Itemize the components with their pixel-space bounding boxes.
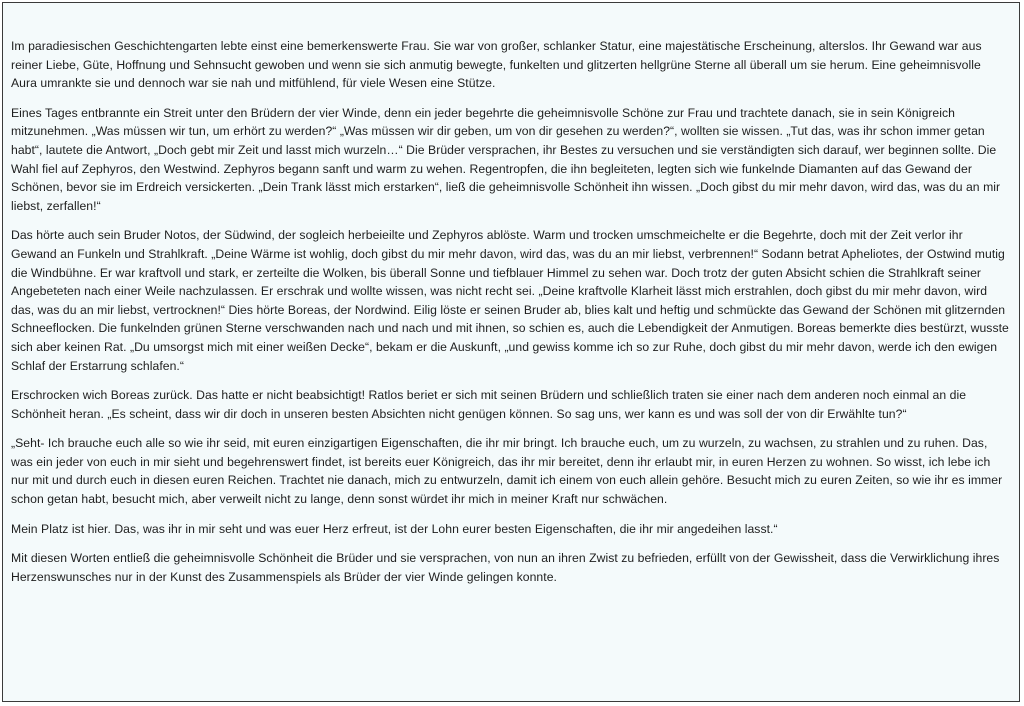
paragraph-4: Erschrocken wich Boreas zurück. Das hatte er nicht beabsichtigt! Ratlos beriet er sich mit seinen Brüdern und schließlich traten sie einer nach dem anderen noch einmal an die Schönheit heran. „Es scheint, dass wir dir doch in unseren besten Absichten nicht genügen können. So sag uns, wer kann es und was soll der von dir Erwählte tun?“ — [11, 388, 967, 421]
paragraph-6: Mein Platz ist hier. Das, was ihr in mir seht und was euer Herz erfreut, ist der Lohn eurer besten Eigenschaften, die ihr mir angedeihen lasst.“ — [11, 521, 778, 536]
paragraph-7: Mit diesen Worten entließ die geheimnisvolle Schönheit die Brüder und sie versprachen, von nun an ihren Zwist zu befrieden, erfüllt von der Gewissheit, dass die Verwirklichung ihres Herzenswunsches nur in der Kunst des Zusammenspiels als Brüder der vier Winde gelingen konnte. — [11, 551, 1000, 584]
paragraph-3: Das hörte auch sein Bruder Notos, der Südwind, der sogleich herbeieilte und Zephyros ablöste. Warm und trocken umschmeichelte er die Begehrte, doch mit der Zeit verlor ihr Gewand an Funkeln und Strahlkraft. „Deine Wärme ist wohlig, doch gibst du mir mehr davon, wird das, was du an mir liebst, verbrennen!“ Sodann betrat Apheliotes, der Ostwind mutig die Windbühne. Er war kraftvoll und stark, er zerteilte die Wolken, bis überall Sonne und tiefblauer Himmel zu sehen war. Doch trotz der guten Absicht schien die Strahlkraft seiner Angebeteten nach einer Weile nachzulassen. Er erschrak und wollte wissen, was nicht recht sei. „Deine kraftvolle Klarheit lässt mich erstrahlen, doch gibst du mir mehr davon, wird das, was du an mir liebst, vertrocknen!“ Dies hörte Boreas, der Nordwind. Eilig löste er seinen Bruder ab, blies kalt und heftig und schmückte das Gewand der Schönen mit glitzernden Schneeflocken. Die funkelnden grünen Sterne verschwanden nach und nach und mit ihnen, so schien es, auch die Lebendigkeit der Anmutigen. Boreas bemerkte dies bestürzt, wusste sich aber keinen Rat. „Du umsorgst mich mit einer weißen Decke“, bekam er die Auskunft, „und gewiss komme ich so zur Ruhe, doch gibst du mir mehr davon, werde ich den ewigen Schlaf der Erstarrung schlafen.“ — [11, 228, 1009, 373]
document-frame — [2, 2, 1020, 702]
paragraph-2: Eines Tages entbrannte ein Streit unter den Brüdern der vier Winde, denn ein jeder begehrte die geheimnisvolle Schöne zur Frau und trachtete danach, sie in sein Königreich mitzunehmen. „Was müssen wir tun, um erhört zu werden?“ „Was müssen wir dir geben, um von dir gesehen zu werden?“, wollten sie wissen. „Tut das, was ihr schon immer getan habt“, lautete die Antwort, „Doch gebt mir Zeit und lasst mich wurzeln…“ Die Brüder versprachen, ihr Bestes zu versuchen und sie verständigten sich darauf, wer beginnen sollte. Die Wahl fiel auf Zephyros, den Westwind. Zephyros begann sanft und warm zu wehen. Regentropfen, die ihn begleiteten, legten sich wie funkelnde Diamanten auf das Gewand der Schönen, bevor sie im Erdreich versickerten. „Dein Trank lässt mich erstarken“, ließ die geheimnisvolle Schönheit ihn wissen. „Doch gibst du mir mehr davon, wird das, was du an mir liebst, zerfallen!“ — [11, 105, 1001, 213]
paragraph-1: Im paradiesischen Geschichtengarten lebte einst eine bemerkenswerte Frau. Sie war von großer, schlanker Statur, eine majestätische Erscheinung, alterslos. Ihr Gewand war aus reiner Liebe, Güte, Hoffnung und Sehnsucht gewoben und wenn sie sich anmutig bewegte, funkelten und glitzerten hellgrüne Sterne all überall um sie herum. Eine geheimnisvolle Aura umrankte sie und dennoch war sie nah und mitfühlend, für viele Wesen eine Stütze. — [11, 39, 982, 91]
paragraph-5: „Seht- Ich brauche euch alle so wie ihr seid, mit euren einzigartigen Eigenschaften, die ihr mir bringt. Ich brauche euch, um zu wurzeln, zu wachsen, zu strahlen und zu ruhen. Das, was ein jeder von euch in mir sieht und begehrenswert findet, ist bereits euer Königreich, das ihr mir bereitet, denn ihr erlaubt mir, in euren Herzen zu wohnen. So wisst, ich lebe ich nur mit und durch euch in diesen euren Reichen. Trachtet nie danach, mich zu entwurzeln, damit ich einem von euch allein gehöre. Besucht mich zu euren Zeiten, so wie ihr es immer schon getan habt, besucht mich, aber verweilt nicht zu lange, denn sonst würdet ihr mich in meiner Kraft nur schwächen. — [11, 436, 1003, 507]
story-text — [11, 37, 1009, 597]
